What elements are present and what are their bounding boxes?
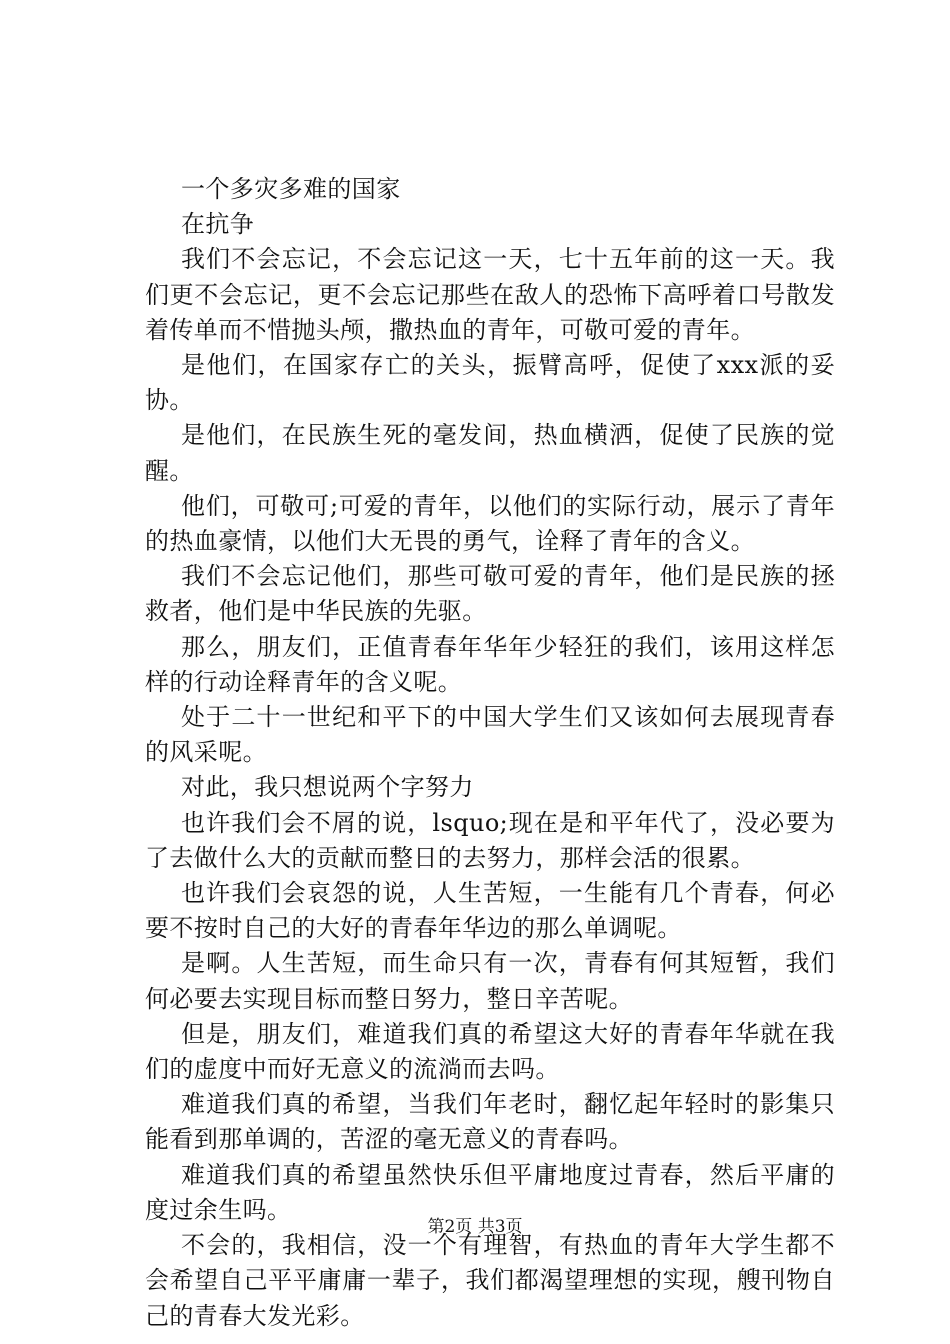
paragraph: 对此，我只想说两个字努力 [181, 773, 474, 802]
paragraph: 处于二十一世纪和平下的中国大学生们又该如何去展现青春的风采呢。 [145, 703, 835, 767]
paragraph: 是啊。人生苦短，而生命只有一次，青春有何其短暂，我们何必要去实现目标而整日努力，整日辛苦呢。 [145, 949, 835, 1013]
paragraph: 也许我们会哀怨的说，人生苦短，一生能有几个青春，何必要不按时自己的大好的青春年华边的那么单调呢。 [145, 879, 835, 943]
paragraph: 但是，朋友们，难道我们真的希望这大好的青春年华就在我们的虚度中而好无意义的流淌而去吗。 [145, 1019, 835, 1084]
paragraph: 那么，朋友们，正值青春年华年少轻狂的我们，该用这样怎样的行动诠释青年的含义呢。 [145, 632, 835, 696]
paragraph: 我们不会忘记，不会忘记这一天，七十五年前的这一天。我们更不会忘记，更不会忘记那些在敌人的恐怖下高呼着口号散发着传单而不惜抛头颅，撒热血的青年，可敬可爱的青年。 [145, 245, 835, 344]
paragraph: 他们，可敬可;可爱的青年，以他们的实际行动，展示了青年的热血豪情，以他们大无畏的勇气，诠释了青年的含义。 [145, 491, 835, 556]
paragraph: 一个多灾多难的国家 [181, 175, 401, 203]
paragraph: 难道我们真的希望，当我们年老时，翻忆起年轻时的影集只能看到那单调的，苦涩的毫无意义的青春吗。 [145, 1090, 835, 1154]
paragraph: 我们不会忘记他们，那些可敬可爱的青年，他们是民族的拯救者，他们是中华民族的先驱。 [145, 562, 835, 626]
paragraph: 不会的，我相信，没一个有理智，有热血的青年大学生都不会希望自己平平庸庸一辈子，我们都渴望理想的实现，艘刊物自己的青春大发光彩。 [145, 1231, 835, 1330]
page-footer [0, 1216, 950, 1238]
paragraph: 在抗争 [181, 210, 255, 239]
document-body [145, 172, 835, 1334]
paragraph: 是他们，在民族生死的毫发间，热血横洒，促使了民族的觉醒。 [145, 421, 835, 485]
paragraph: 是他们，在国家存亡的关头，振臂高呼，促使了xxx派的妥协。 [145, 351, 835, 415]
paragraph: 也许我们会不屑的说，lsquo;现在是和平年代了，没必要为了去做什么大的贡献而整日的去努力，那样会活的很累。 [145, 808, 835, 872]
page-number-indicator: 第2页 共3页 [427, 1217, 523, 1237]
paragraph: 难道我们真的希望虽然快乐但平庸地度过青春，然后平庸的度过余生吗。 [145, 1160, 835, 1224]
